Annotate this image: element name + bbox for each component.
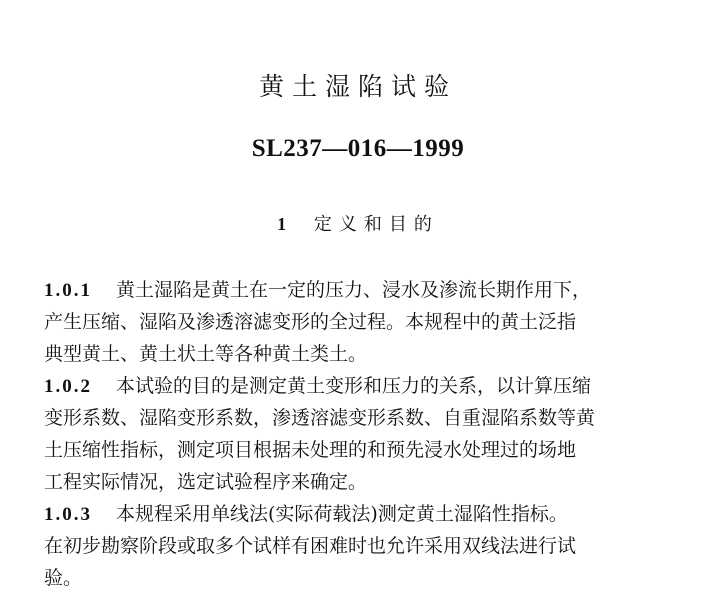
paragraph-line <box>44 370 670 402</box>
paragraph-line: 变形系数、湿陷变形系数，渗透溶滤变形系数、自重湿陷系数等黄 <box>44 407 596 429</box>
paragraph-line <box>44 498 670 530</box>
paragraph-number: 1.0.1 <box>44 280 92 301</box>
paragraph-text: 本规程采用单线法(实际荷载法)测定黄土湿陷性指标。 <box>116 503 568 525</box>
section-title: 定义和目的 <box>313 214 439 235</box>
paragraph-1-0-3 <box>44 498 670 594</box>
section-number: 1 <box>277 214 287 234</box>
document-body <box>44 274 670 594</box>
paragraph-text: 本试验的目的是测定黄土变形和压力的关系，以计算压缩 <box>116 375 592 397</box>
standard-code: SL237—016—1999 <box>251 135 465 162</box>
paragraph-line: 验。 <box>44 567 83 589</box>
paragraph-line: 产生压缩、湿陷及渗透溶滤变形的全过程。本规程中的黄土泛指 <box>44 311 577 333</box>
paragraph-line: 工程实际情况，选定试验程序来确定。 <box>44 471 368 493</box>
paragraph-number: 1.0.2 <box>44 376 92 397</box>
paragraph-1-0-1 <box>44 274 670 370</box>
document-title: 黄土湿陷试验 <box>258 71 457 101</box>
paragraph-number: 1.0.3 <box>44 504 92 525</box>
paragraph-line <box>44 274 670 306</box>
paragraph-1-0-2 <box>44 370 670 498</box>
section-heading <box>0 209 716 240</box>
paragraph-line: 在初步勘察阶段或取多个试样有困难时也允许采用双线法进行试 <box>44 535 577 557</box>
paragraph-line: 典型黄土、黄土状土等各种黄土类土。 <box>44 343 368 365</box>
paragraph-line: 土压缩性指标，测定项目根据未处理的和预先浸水处理过的场地 <box>44 439 577 461</box>
paragraph-text: 黄土湿陷是黄土在一定的压力、浸水及渗流长期作用下， <box>116 279 592 301</box>
